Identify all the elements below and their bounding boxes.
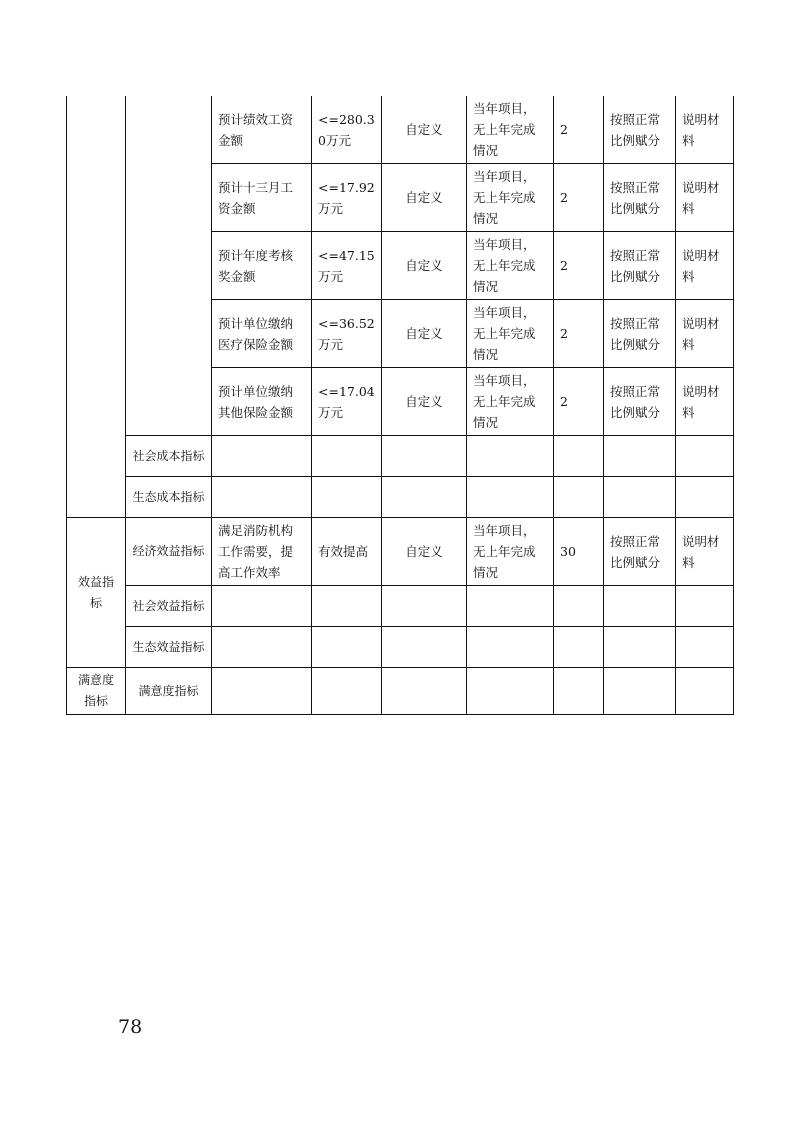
target-value-cell: 有效提高 <box>312 518 382 586</box>
empty-cell <box>382 586 467 627</box>
scoring-cell: 按照正常比例赋分 <box>604 96 676 164</box>
empty-cell <box>467 586 554 627</box>
target-value-cell: <=280.30万元 <box>312 96 382 164</box>
history-cell: 当年项目，无上年完成情况 <box>467 368 554 436</box>
empty-cell <box>212 477 312 518</box>
indicator-cell: 满足消防机构工作需要，提高工作效率 <box>212 518 312 586</box>
weight-cell: 2 <box>554 164 604 232</box>
table-row <box>67 668 734 715</box>
empty-cell <box>604 436 676 477</box>
empty-cell <box>382 627 467 668</box>
method-cell: 自定义 <box>382 300 467 368</box>
empty-cell <box>212 436 312 477</box>
empty-cell <box>382 477 467 518</box>
target-value-cell: <=36.52万元 <box>312 300 382 368</box>
empty-cell <box>554 627 604 668</box>
history-cell: 当年项目，无上年完成情况 <box>467 300 554 368</box>
method-cell: 自定义 <box>382 518 467 586</box>
page-number: 78 <box>118 1016 143 1038</box>
remark-cell: 说明材料 <box>676 368 734 436</box>
empty-cell <box>312 668 382 715</box>
remark-cell: 说明材料 <box>676 518 734 586</box>
weight-cell: 30 <box>554 518 604 586</box>
history-cell: 当年项目，无上年完成情况 <box>467 164 554 232</box>
empty-cell <box>604 627 676 668</box>
economic-benefit-label: 经济效益指标 <box>126 518 212 586</box>
performance-indicator-table <box>66 96 734 715</box>
method-cell: 自定义 <box>382 164 467 232</box>
weight-cell: 2 <box>554 300 604 368</box>
scoring-cell: 按照正常比例赋分 <box>604 232 676 300</box>
empty-cell <box>676 477 734 518</box>
empty-cell <box>554 668 604 715</box>
weight-cell: 2 <box>554 232 604 300</box>
indicator-cell: 预计绩效工资金额 <box>212 96 312 164</box>
scoring-cell: 按照正常比例赋分 <box>604 300 676 368</box>
target-value-cell: <=17.92万元 <box>312 164 382 232</box>
empty-cell <box>604 586 676 627</box>
empty-cell <box>312 627 382 668</box>
empty-cell <box>312 436 382 477</box>
empty-cell <box>554 436 604 477</box>
category-cell-cost-continued <box>67 96 126 518</box>
table-row <box>67 627 734 668</box>
table-row <box>67 518 734 586</box>
history-cell: 当年项目，无上年完成情况 <box>467 96 554 164</box>
empty-cell <box>676 627 734 668</box>
benefit-category-cell: 效益指标 <box>67 518 126 668</box>
eco-cost-label: 生态成本指标 <box>126 477 212 518</box>
target-value-cell: <=47.15万元 <box>312 232 382 300</box>
remark-cell: 说明材料 <box>676 96 734 164</box>
history-cell: 当年项目，无上年完成情况 <box>467 518 554 586</box>
indicator-cell: 预计单位缴纳医疗保险金额 <box>212 300 312 368</box>
remark-cell: 说明材料 <box>676 232 734 300</box>
empty-cell <box>676 586 734 627</box>
empty-cell <box>212 586 312 627</box>
empty-cell <box>554 477 604 518</box>
scoring-cell: 按照正常比例赋分 <box>604 518 676 586</box>
target-value-cell: <=17.04万元 <box>312 368 382 436</box>
empty-cell <box>604 477 676 518</box>
empty-cell <box>467 436 554 477</box>
subcategory-cell-cost-continued <box>126 96 212 436</box>
indicator-cell: 预计十三月工资金额 <box>212 164 312 232</box>
weight-cell: 2 <box>554 368 604 436</box>
method-cell: 自定义 <box>382 232 467 300</box>
empty-cell <box>382 668 467 715</box>
eco-benefit-label: 生态效益指标 <box>126 627 212 668</box>
empty-cell <box>212 627 312 668</box>
method-cell: 自定义 <box>382 368 467 436</box>
empty-cell <box>467 477 554 518</box>
weight-cell: 2 <box>554 96 604 164</box>
empty-cell <box>382 436 467 477</box>
remark-cell: 说明材料 <box>676 300 734 368</box>
empty-cell <box>312 477 382 518</box>
empty-cell <box>467 668 554 715</box>
indicator-cell: 预计单位缴纳其他保险金额 <box>212 368 312 436</box>
social-benefit-label: 社会效益指标 <box>126 586 212 627</box>
table-row <box>67 586 734 627</box>
empty-cell <box>554 586 604 627</box>
empty-cell <box>676 436 734 477</box>
scoring-cell: 按照正常比例赋分 <box>604 368 676 436</box>
table-row <box>67 436 734 477</box>
method-cell: 自定义 <box>382 96 467 164</box>
remark-cell: 说明材料 <box>676 164 734 232</box>
scoring-cell: 按照正常比例赋分 <box>604 164 676 232</box>
empty-cell <box>312 586 382 627</box>
social-cost-label: 社会成本指标 <box>126 436 212 477</box>
table-row <box>67 477 734 518</box>
empty-cell <box>467 627 554 668</box>
empty-cell <box>212 668 312 715</box>
indicator-cell: 预计年度考核奖金额 <box>212 232 312 300</box>
empty-cell <box>676 668 734 715</box>
empty-cell <box>604 668 676 715</box>
history-cell: 当年项目，无上年完成情况 <box>467 232 554 300</box>
satisfaction-label: 满意度指标 <box>126 668 212 715</box>
table-row <box>67 96 734 164</box>
satisfaction-category-cell: 满意度指标 <box>67 668 126 715</box>
